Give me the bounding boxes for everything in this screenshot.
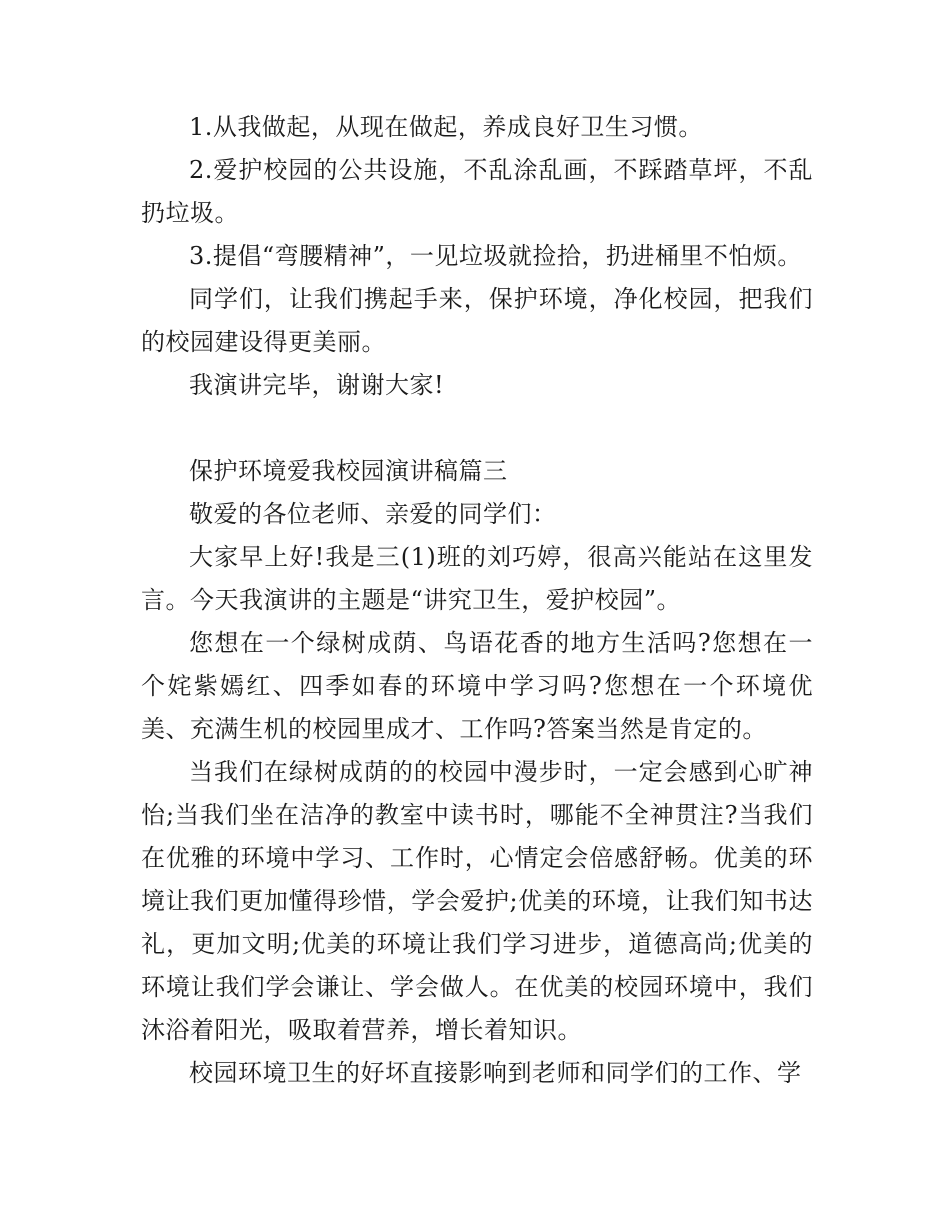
paragraph-questions: 您想在一个绿树成荫、鸟语花香的地方生活吗?您想在一个姹紫嫣红、四季如春的环境中学习吗?您想在一个环境优美、充满生机的校园里成才、工作吗?答案当然是肯定的。	[141, 629, 813, 743]
paragraph-environment: 当我们在绿树成荫的的校园中漫步时，一定会感到心旷神怡;当我们坐在洁净的教室中读书时，哪能不全神贯注?当我们在优雅的环境中学习、工作时，心情定会倍感舒畅。优美的环境让我们更加懂得珍惜，学会爱护;优美的环境，让我们知书达礼，更加文明;优美的环境让我们学习进步，道德高尚;优美的环境让我们学会谦让、学会做人。在优美的校园环境中，我们沐浴着阳光，吸取着营养，增长着知识。	[141, 758, 813, 1044]
document-body	[141, 106, 813, 1095]
section-spacer	[141, 407, 813, 450]
paragraph-call-to-action: 同学们，让我们携起手来，保护环境，净化校园，把我们的校园建设得更美丽。	[141, 285, 813, 356]
paragraph-item-1: 1.从我做起，从现在做起，养成良好卫生习惯。	[189, 113, 703, 141]
paragraph-continued: 校园环境卫生的好坏直接影响到老师和同学们的工作、学	[189, 1059, 802, 1087]
paragraph-salutation: 敬爱的各位老师、亲爱的同学们：	[189, 500, 557, 528]
paragraph-item-3: 3.提倡“弯腰精神”，一见垃圾就捡拾，扔进桶里不怕烦。	[189, 242, 802, 270]
section-title: 保护环境爱我校园演讲稿篇三	[189, 457, 508, 485]
paragraph-closing: 我演讲完毕，谢谢大家!	[189, 371, 445, 399]
paragraph-item-2: 2.爱护校园的公共设施，不乱涂乱画，不踩踏草坪，不乱扔垃圾。	[141, 156, 813, 227]
paragraph-introduction: 大家早上好!我是三(1)班的刘巧婷，很高兴能站在这里发言。今天我演讲的主题是“讲究卫生，爱护校园”。	[141, 543, 813, 614]
